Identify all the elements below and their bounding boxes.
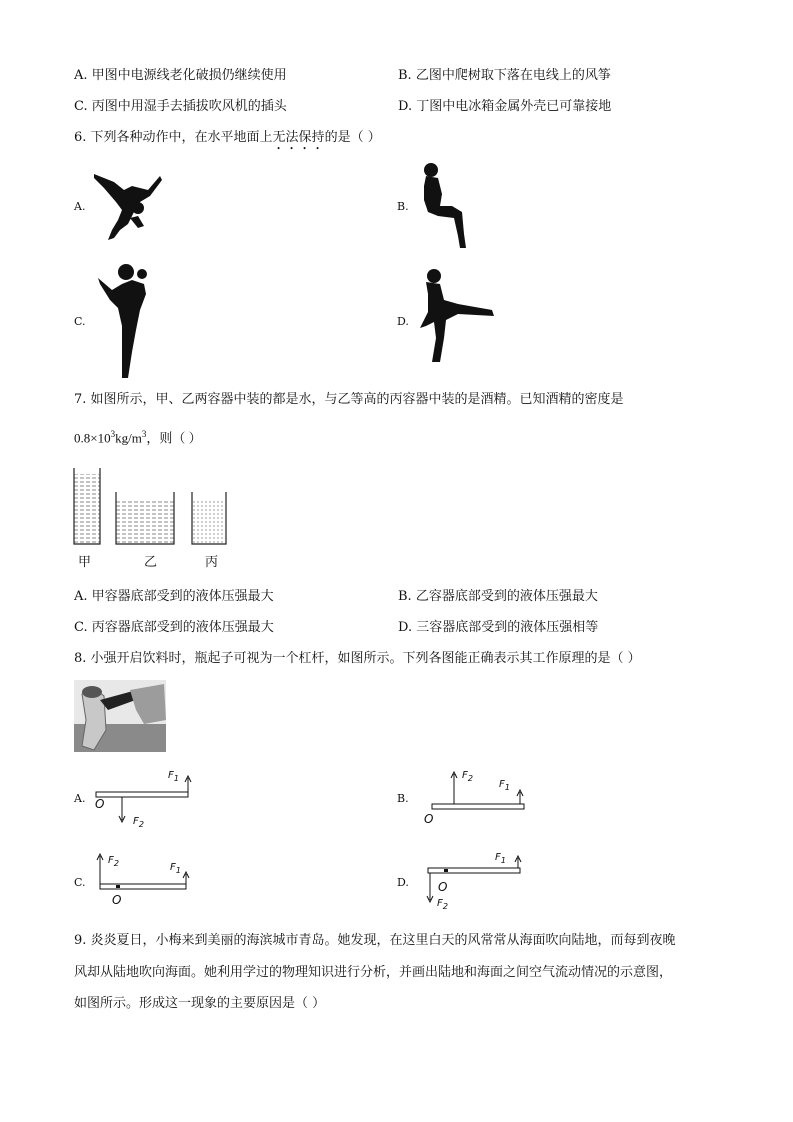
q8-d-f1-label: $F_1$ <box>495 852 507 865</box>
q5-option-c: C. 丙图中用湿手去插拔吹风机的插头 <box>74 99 287 114</box>
q6-stem: 6. 下列各种动作中，在水平地面上无法保持的是（ ） <box>74 130 381 145</box>
q7-label-yi: 乙 <box>144 555 158 570</box>
q7-stem: 7. 如图所示，甲、乙两容器中装的都是水，与乙等高的丙容器中装的是酒精。已知酒精的密度是 <box>74 392 624 407</box>
q9-stem-line-3: 如图所示。形成这一现象的主要原因是（ ） <box>74 996 326 1011</box>
q7-option-a: A. 甲容器底部受到的液体压强最大 <box>74 589 274 604</box>
q8-d-f2-label: $F_2$ <box>437 898 449 911</box>
q6-figure-a-handstand-silhouette <box>92 168 164 244</box>
q6-figure-b-sitting-silhouette <box>418 160 468 252</box>
q8-bottle-opener-photo <box>74 680 166 752</box>
q6-figure-d-kick-silhouette <box>418 266 498 366</box>
q8-a-f1-label: $F_1$ <box>168 770 180 783</box>
q8-lever-diagram-a <box>92 768 202 832</box>
q7-option-d: D. 三容器底部受到的液体压强相等 <box>398 620 599 635</box>
q7-option-c: C. 丙容器底部受到的液体压强最大 <box>74 620 274 635</box>
q8-c-f1-label: $F_1$ <box>170 862 182 875</box>
q8-option-a-label: A. <box>74 792 86 805</box>
q5-option-a: A. 甲图中电源线老化破损仍继续使用 <box>74 68 287 83</box>
q8-b-pivot-label: O <box>424 812 434 826</box>
q7-label-jia: 甲 <box>78 555 92 570</box>
q8-stem: 8. 小强开启饮料时，瓶起子可视为一个杠杆，如图所示。下列各图能正确表示其工作原理的是（ ） <box>74 651 641 666</box>
q6-figure-c-balance-pose-silhouette <box>92 260 158 380</box>
q8-option-d-label: D. <box>397 876 409 889</box>
q9-stem-line-2: 风却从陆地吹向海面。她利用学过的物理知识进行分析，并画出陆地和海面之间空气流动情况的示意图， <box>74 965 673 980</box>
q8-a-f2-label: $F_2$ <box>133 816 145 829</box>
q7-containers-figure <box>68 464 238 548</box>
q8-option-c-label: C. <box>74 876 86 889</box>
q7-option-b: B. 乙容器底部受到的液体压强最大 <box>398 589 598 604</box>
q8-a-pivot-label: O <box>95 797 105 811</box>
q5-option-b: B. 乙图中爬树取下落在电线上的风筝 <box>398 68 611 83</box>
q7-label-bing: 丙 <box>205 555 219 570</box>
q8-c-pivot-label: O <box>112 893 122 907</box>
q6-option-c-label: C. <box>74 315 86 328</box>
q5-option-d: D. 丁图中电冰箱金属外壳已可靠接地 <box>398 99 612 114</box>
q6-option-a-label: A. <box>74 200 86 213</box>
q8-d-pivot-label: O <box>438 880 448 894</box>
q9-stem-line-1: 9. 炎炎夏日，小梅来到美丽的海滨城市青岛。她发现，在这里白天的风常常从海面吹向陆地，而每到夜晚 <box>74 933 676 948</box>
q7-density-formula: $0.8\times 10^3kg/m^3$，则（ ） <box>74 429 202 446</box>
q8-lever-diagram-b <box>424 766 534 820</box>
q8-b-f2-label: $F_2$ <box>462 770 474 783</box>
q8-b-f1-label: $F_1$ <box>499 779 511 792</box>
q8-option-b-label: B. <box>397 792 409 805</box>
q6-option-b-label: B. <box>397 200 409 213</box>
q8-c-f2-label: $F_2$ <box>108 855 120 868</box>
q6-option-d-label: D. <box>397 315 409 328</box>
